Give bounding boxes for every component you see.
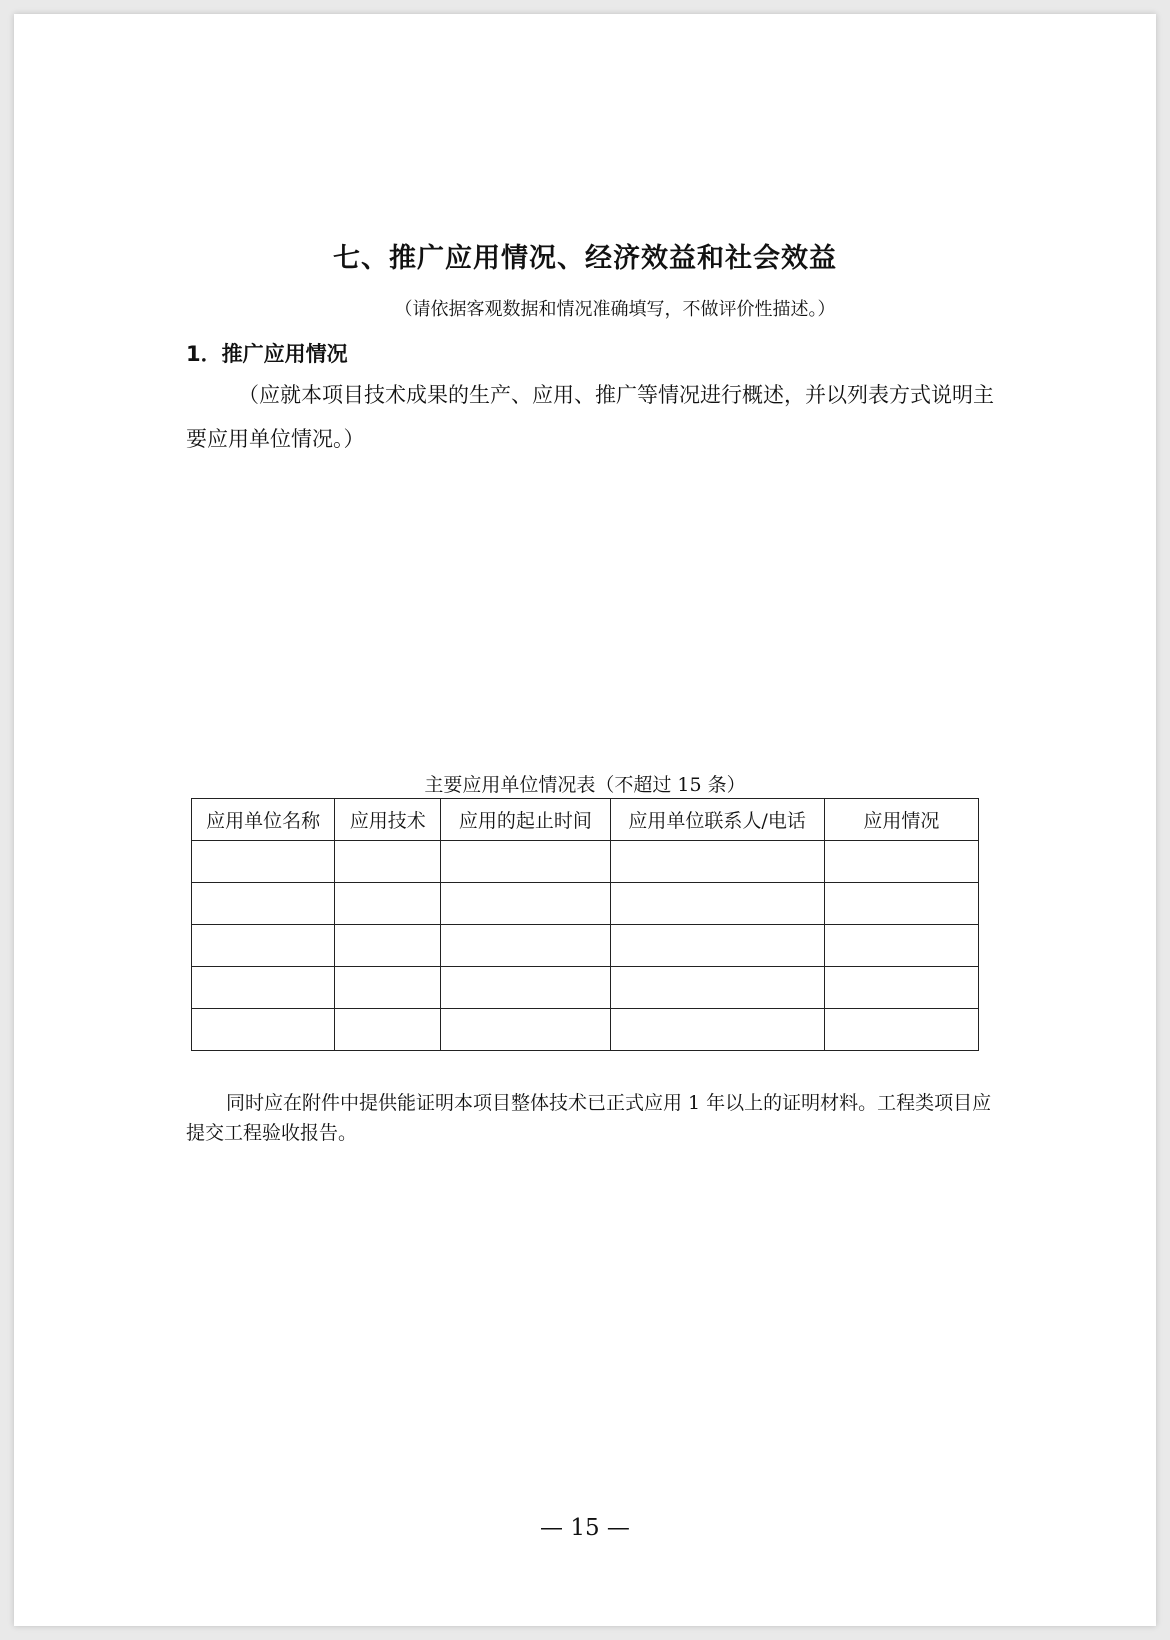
- table-cell: [335, 883, 441, 925]
- table-cell: [610, 1009, 824, 1051]
- page-title: 七、推广应用情况、经济效益和社会效益: [333, 243, 837, 274]
- section-heading: 1．推广应用情况: [186, 342, 348, 366]
- table-cell: [192, 1009, 335, 1051]
- column-header-contact: 应用单位联系人/电话: [610, 799, 824, 841]
- table-row: [192, 841, 979, 883]
- column-header-unit-name: 应用单位名称: [192, 799, 335, 841]
- column-header-period: 应用的起止时间: [441, 799, 610, 841]
- table-cell: [824, 1009, 978, 1051]
- page-number: — 15 —: [540, 1515, 630, 1541]
- table-caption: 主要应用单位情况表（不超过 15 条）: [424, 774, 746, 796]
- application-units-table: [191, 798, 979, 1051]
- table-cell: [335, 967, 441, 1009]
- table-cell: [441, 841, 610, 883]
- table-cell: [192, 967, 335, 1009]
- table-cell: [824, 925, 978, 967]
- table-cell: [335, 1009, 441, 1051]
- table-cell: [824, 967, 978, 1009]
- table-row: [192, 1009, 979, 1051]
- document-page: [14, 14, 1156, 1626]
- column-header-status: 应用情况: [824, 799, 978, 841]
- table-cell: [441, 1009, 610, 1051]
- table-body: [192, 841, 979, 1051]
- table-cell: [610, 967, 824, 1009]
- table-cell: [335, 925, 441, 967]
- table-header-row: [192, 799, 979, 841]
- table-cell: [610, 883, 824, 925]
- table-cell: [824, 841, 978, 883]
- table-row: [192, 967, 979, 1009]
- table-cell: [441, 883, 610, 925]
- table-cell: [610, 841, 824, 883]
- page-subtitle: （请依据客观数据和情况准确填写，不做评价性描述。）: [394, 299, 836, 320]
- table-cell: [441, 925, 610, 967]
- table-row: [192, 925, 979, 967]
- section-instruction: （应就本项目技术成果的生产、应用、推广等情况进行概述，并以列表方式说明主要应用单位情况。）: [186, 383, 994, 451]
- table-cell: [335, 841, 441, 883]
- table-cell: [192, 883, 335, 925]
- table-cell: [441, 967, 610, 1009]
- table-cell: [192, 841, 335, 883]
- table-cell: [192, 925, 335, 967]
- column-header-technology: 应用技术: [335, 799, 441, 841]
- table-cell: [610, 925, 824, 967]
- table-row: [192, 883, 979, 925]
- table-cell: [824, 883, 978, 925]
- attachment-note: 同时应在附件中提供能证明本项目整体技术已正式应用 1 年以上的证明材料。工程类项目应提交工程验收报告。: [186, 1092, 992, 1144]
